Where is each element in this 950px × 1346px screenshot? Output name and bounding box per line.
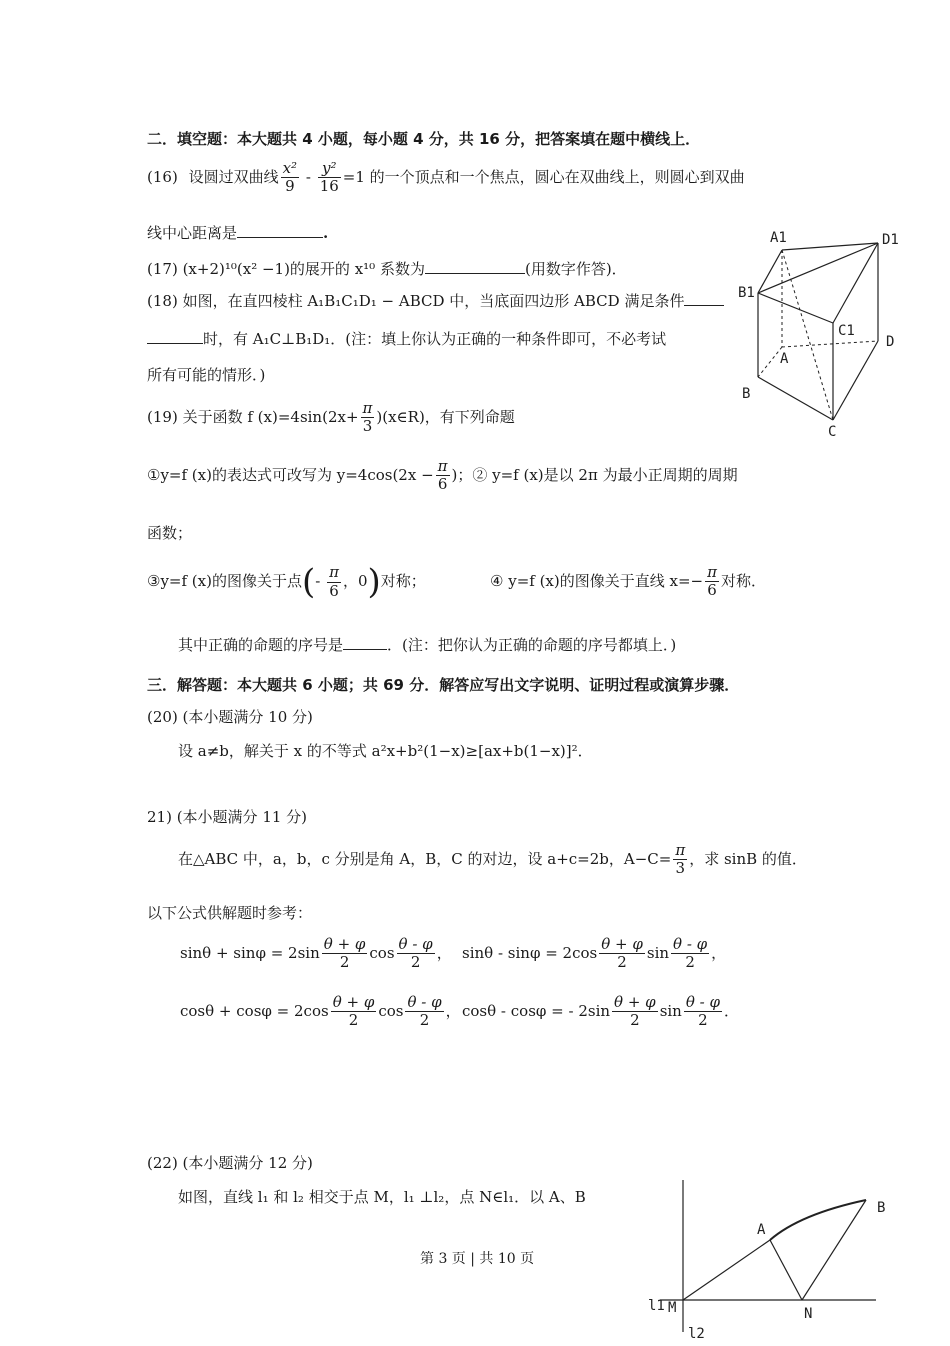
q19-p1-b: )；② y=f (x)是以 2π 为最小正周期的周期 (451, 465, 738, 484)
q19-text-a: 关于函数 f (x)=4sin(2x+ (182, 407, 359, 426)
q18-line2 (147, 328, 666, 349)
label-a: A (780, 351, 789, 367)
edge-a1b1 (758, 250, 782, 293)
formula-diff-sin: sinθ - sinφ = 2cos $\frac{\theta + \varphi}{2}$ sin $\frac{\theta - \varphi}{2}$ ， (462, 935, 727, 972)
q16-text-b: =1 的一个顶点和一个焦点，圆心在双曲线上，则圆心到双曲 (342, 167, 745, 186)
prism-figure (730, 225, 910, 440)
edge-ad (782, 341, 878, 347)
label-m: M (668, 1300, 677, 1316)
q16-label: (16) (147, 167, 178, 186)
question-18 (147, 290, 724, 311)
question-19 (147, 400, 515, 436)
edge-cd (833, 341, 878, 420)
q18-text-b: 时，有 A₁C⊥B₁D₁．(注：填上你认为正确的一种条件即可，不必考试 (203, 330, 667, 348)
q16-text-a: 设圆过双曲线 (188, 167, 279, 186)
section2-heading: 二．填空题：本大题共 4 小题，每小题 4 分，共 16 分，把答案填在题中横线上． (147, 130, 701, 148)
label-d: D (886, 334, 895, 350)
q19-answer (178, 634, 676, 655)
q21-frac-pi3: $\frac{\pi}{3}$ (675, 841, 686, 878)
q19-frac-pi6-a: $\frac{\pi}{6}$ (437, 457, 448, 494)
label-l2: l2 (688, 1326, 705, 1342)
q17-tail: (用数字作答)． (524, 260, 627, 278)
label-l1: l1 (648, 1298, 665, 1314)
q19-frac-pi3: $\frac{\pi}{3}$ (362, 399, 373, 436)
q19-answer-b: ．(注：把你认为正确的命题的序号都填上．) (387, 636, 677, 654)
q19-prop-1-2 (147, 458, 738, 494)
q21-ref: 以下公式供解题时参考： (147, 904, 313, 922)
q19-p3-zero: ，0 (342, 572, 368, 590)
q22-figure (640, 1172, 890, 1346)
q19-p4-a: ④ y=f (x)的图像关于直线 x=− (490, 571, 704, 590)
label-b: B (877, 1200, 886, 1216)
q17-answer-blank[interactable] (425, 259, 525, 274)
q18-answer-blank-b[interactable] (147, 329, 203, 344)
q19-answer-blank[interactable] (343, 635, 387, 650)
q20-label: (20) (本小题满分 10 分) (147, 708, 313, 726)
q19-answer-a: 其中正确的命题的序号是 (178, 636, 344, 654)
section3-heading: 三．解答题：本大题共 6 小题；共 69 分．解答应写出文字说明、证明过程或演算步骤． (147, 676, 740, 694)
q19-frac-pi6-b: $\frac{\pi}{6}$ (329, 563, 339, 600)
curve-ab (770, 1200, 866, 1240)
q21-label: 21) (本小题满分 11 分) (147, 808, 308, 826)
q19-p3-d: 对称； (380, 572, 426, 590)
q19-text-b: )(x∈R)，有下列命题 (376, 407, 515, 426)
q19-p1-c: 函数； (147, 524, 193, 542)
q19-p4-b: 对称． (720, 571, 766, 590)
q19-frac-pi6-c: $\frac{\pi}{6}$ (707, 563, 717, 600)
q19-prop-4 (490, 564, 766, 600)
q22-text: 如图，直线 l₁ 和 l₂ 相交于点 M，l₁ ⊥l₂，点 N∈l₁．以 A、B (178, 1188, 586, 1206)
q18-text-c: 所有可能的情形．) (147, 366, 266, 384)
q19-p3-a: ③y=f (x)的图像关于点 (147, 572, 302, 590)
q18-text-a: 如图，在直四棱柱 A₁B₁C₁D₁ − ABCD 中，当底面四边形 ABCD 满足条件 (182, 292, 685, 310)
label-b1: B1 (738, 285, 755, 301)
q19-prop-3: ③y=f (x)的图像关于点(- $\frac{\pi}{6}$ ，0)对称； (147, 562, 426, 602)
question-17 (147, 258, 627, 279)
q22-label: (22) (本小题满分 12 分) (147, 1154, 313, 1172)
segment-ma (683, 1240, 770, 1300)
question-16: (16) 设圆过双曲线 $\frac{\text{x²}}{9}$ - $\frac{\text{y²}}{16}$ =1 的一个顶点和一个焦点，圆心在双曲线上，则圆心到双曲 (147, 159, 745, 196)
q17-text: (x+2)¹⁰(x² −1)的展开的 x¹⁰ 系数为 (182, 260, 425, 278)
segment-an (770, 1240, 802, 1300)
edge-c1d1 (833, 243, 878, 323)
q16-frac-y: $\frac{\text{y²}}{16}$ (319, 159, 339, 196)
q19-label: (19) (147, 407, 178, 426)
page-footer: 第 3 页 | 共 10 页 (420, 1251, 535, 1267)
edge-ab (758, 347, 782, 377)
formula-sum-cos: cosθ + cosφ = 2cos $\frac{\theta + \varphi}{2}$ cos $\frac{\theta - \varphi}{2}$ ， (180, 993, 461, 1030)
q16-line2: 线中心距离是 . (147, 224, 329, 242)
q20-text: 设 a≠b，解关于 x 的不等式 a²x+b²(1−x)≥[ax+b(1−x)]²． (178, 742, 593, 760)
q18-label: (18) (147, 292, 178, 310)
q21-text-a: 在△ABC 中，a，b，c 分别是角 A，B，C 的对边，设 a+c=2b，A−C= (178, 849, 672, 868)
label-a: A (757, 1222, 766, 1238)
formula-sum-sin: sinθ + sinφ = 2sin $\frac{\theta + \varphi}{2}$ cos $\frac{\theta - \varphi}{2}$ ， (180, 935, 452, 972)
q16-text-c: 线中心距离是 (147, 224, 238, 242)
q17-label: (17) (147, 260, 178, 278)
q18-answer-blank-a[interactable] (684, 291, 724, 306)
label-n: N (804, 1306, 813, 1322)
label-a1: A1 (770, 230, 787, 246)
edge-b1c1 (758, 293, 833, 323)
diag-b1d1 (758, 243, 878, 293)
formula-diff-cos: cosθ - cosφ = - 2sin $\frac{\theta + \varphi}{2}$ sin $\frac{\theta - \varphi}{2}$ ． (462, 993, 739, 1030)
q16-frac-x: $\frac{\text{x²}}{9}$ (282, 159, 298, 196)
label-c1: C1 (838, 323, 855, 339)
q16-answer-blank[interactable] (237, 223, 323, 238)
q21-problem (178, 842, 807, 878)
q19-p1-a: ①y=f (x)的表达式可改写为 y=4cos(2x − (147, 465, 434, 484)
q19-p3-minus: - (315, 572, 326, 590)
q21-text-b: ，求 sinB 的值． (689, 849, 807, 868)
label-b: B (742, 386, 751, 402)
label-d1: D1 (882, 232, 899, 248)
label-c: C (828, 424, 837, 440)
